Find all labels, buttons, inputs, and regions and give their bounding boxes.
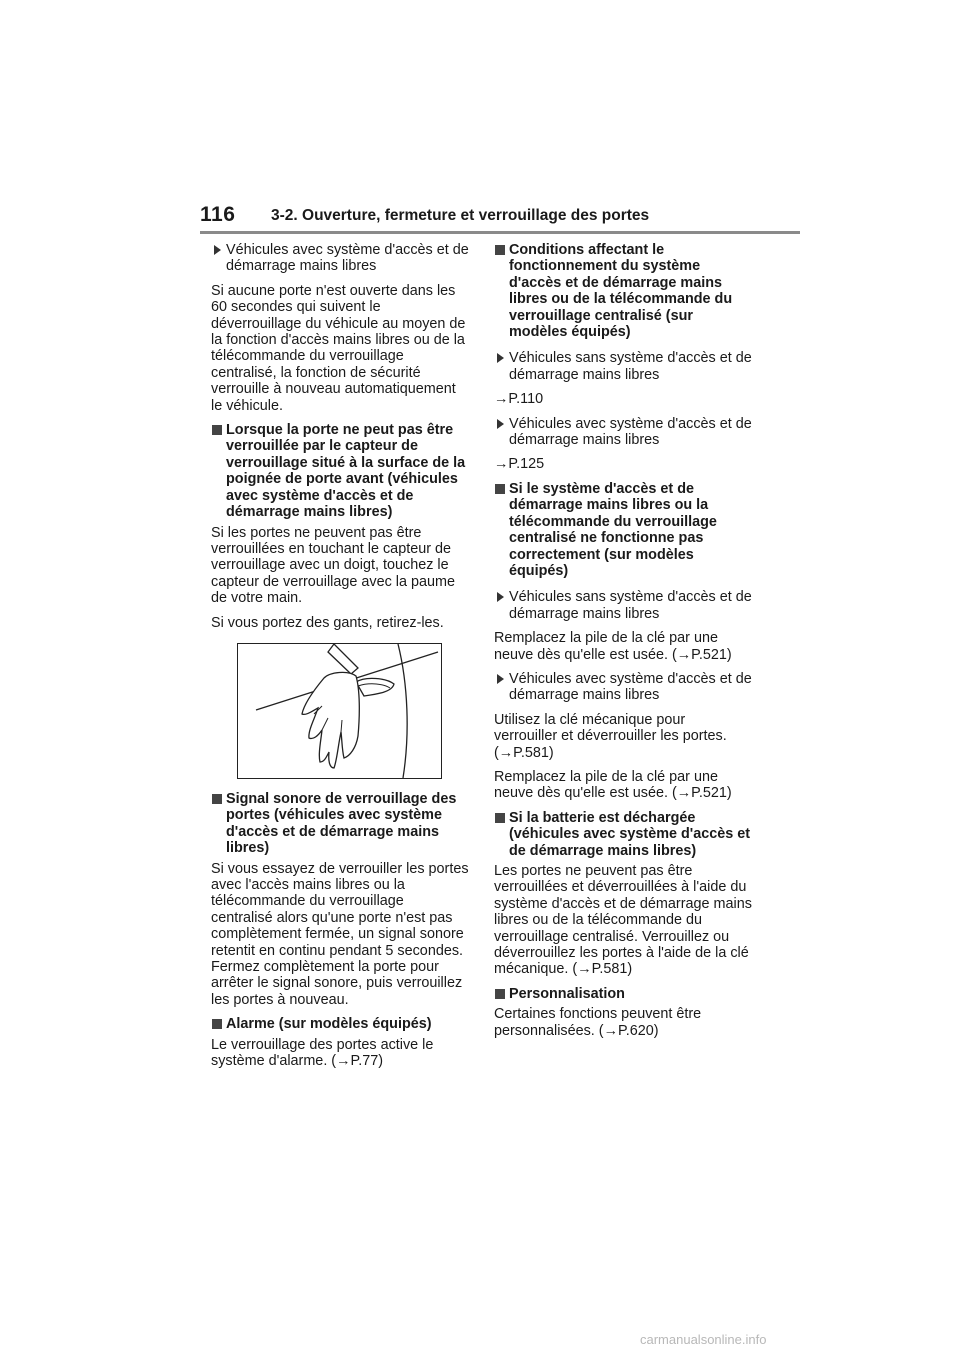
- paragraph: Si vous portez des gants, retirez-les.: [211, 614, 444, 631]
- door-handle-illustration: [237, 643, 442, 779]
- condition-text: Véhicules avec système d'accès et de démarrage mains libres: [509, 415, 752, 449]
- heading-text: Conditions affectant le fonctionnement du système d'accès et de démarrage mains libres ou de la télécommande du verrouillage centralisé (sur modèles équipés): [509, 242, 733, 341]
- heading-text: Si la batterie est déchargée (véhicules avec système d'accès et de démarrage mains libres): [509, 809, 751, 859]
- section-heading: [211, 791, 469, 857]
- condition-text: Véhicules avec système d'accès et de démarrage mains libres: [509, 670, 752, 704]
- paragraph: Utilisez la clé mécanique pour verrouiller et déverrouiller les portes. (→P.581): [494, 711, 727, 761]
- paragraph: Remplacez la pile de la clé par une neuve dès qu'elle est usée. (→P.521): [494, 768, 732, 802]
- heading-text: Signal sonore de verrouillage des portes (véhicules avec système d'accès et de démarrage mains libres): [226, 790, 457, 857]
- hand-on-handle-drawing: [238, 644, 441, 778]
- section-heading: [494, 481, 752, 579]
- right-column: [494, 242, 752, 1047]
- triangle-bullet-icon: [497, 592, 504, 602]
- triangle-bullet-icon: [497, 353, 504, 363]
- section-heading: [211, 422, 469, 520]
- section-title: 3-2. Ouverture, fermeture et verrouillage des portes: [271, 207, 650, 224]
- condition-item: [494, 350, 752, 383]
- paragraph: Le verrouillage des portes active le système d'alarme. (→P.77): [211, 1036, 434, 1070]
- square-bullet-icon: [495, 484, 505, 494]
- paragraph: Les portes ne peuvent pas être verrouillées et déverrouillées à l'aide du système d'accès et de démarrage mains libres ou de la télécommande du verrouillage centralisé. Verrouillez ou déverrouillez les portes à l'aide de la clé mécanique. (→P.581): [494, 863, 752, 978]
- square-bullet-icon: [495, 989, 505, 999]
- section-heading: [494, 810, 752, 859]
- condition-item: [494, 671, 752, 704]
- page-number: 116: [200, 203, 236, 226]
- heading-text: Lorsque la porte ne peut pas être verrouillée par le capteur de verrouillage situé à la surface de la poignée de porte avant (véhicules avec système d'accès et de démarrage mains libres): [226, 422, 466, 521]
- watermark: carmanualsonline.info: [640, 1332, 767, 1347]
- triangle-bullet-icon: [497, 674, 504, 684]
- condition-item: [494, 589, 752, 622]
- heading-text: Alarme (sur modèles équipés): [226, 1016, 432, 1033]
- section-heading: [494, 986, 752, 1002]
- section-heading: [494, 242, 752, 340]
- left-column: [211, 242, 469, 1077]
- triangle-bullet-icon: [214, 245, 221, 255]
- paragraph: Certaines fonctions peuvent être personnalisées. (→P.620): [494, 1006, 702, 1039]
- square-bullet-icon: [212, 1019, 222, 1029]
- square-bullet-icon: [495, 245, 505, 255]
- heading-text: Si le système d'accès et de démarrage mains libres ou la télécommande du verrouillage centralisé ne fonctionne pas correctement (sur modèles équipés): [509, 480, 717, 579]
- paragraph: Remplacez la pile de la clé par une neuve dès qu'elle est usée. (→P.521): [494, 630, 732, 663]
- page-reference: →P.125: [494, 456, 545, 473]
- condition-text: Véhicules sans système d'accès et de démarrage mains libres: [509, 589, 752, 622]
- condition-text: Véhicules sans système d'accès et de démarrage mains libres: [509, 350, 752, 383]
- paragraph: Si les portes ne peuvent pas être verrouillées en touchant le capteur de verrouillage avec un doigt, touchez le capteur de verrouillage avec la paume de votre main.: [211, 524, 455, 607]
- condition-item: [494, 416, 752, 449]
- paragraph: Si aucune porte n'est ouverte dans les 60 secondes qui suivent le déverrouillage du véhicule au moyen de la fonction d'accès mains libres ou de la télécommande du verrouillage centralisé, la fonction de sécurité verrouille à nouveau automatiquement le véhicule.: [211, 282, 466, 414]
- page-reference: →P.110: [494, 391, 544, 408]
- section-heading: [211, 1016, 469, 1032]
- condition-item: [211, 242, 469, 275]
- triangle-bullet-icon: [497, 419, 504, 429]
- square-bullet-icon: [212, 425, 222, 435]
- heading-text: Personnalisation: [509, 985, 625, 1002]
- header-rule: [200, 231, 800, 234]
- square-bullet-icon: [212, 794, 222, 804]
- paragraph: Si vous essayez de verrouiller les portes avec l'accès mains libres ou la télécommande du verrouillage centralisé alors qu'une porte n'est pas complètement fermée, un signal sonore retentit en continu pendant 5 secondes. Fermez complètement la porte pour arrêter le signal sonore, puis verrouillez les portes à nouveau.: [211, 860, 469, 1008]
- square-bullet-icon: [495, 813, 505, 823]
- condition-text: Véhicules avec système d'accès et de démarrage mains libres: [226, 242, 469, 275]
